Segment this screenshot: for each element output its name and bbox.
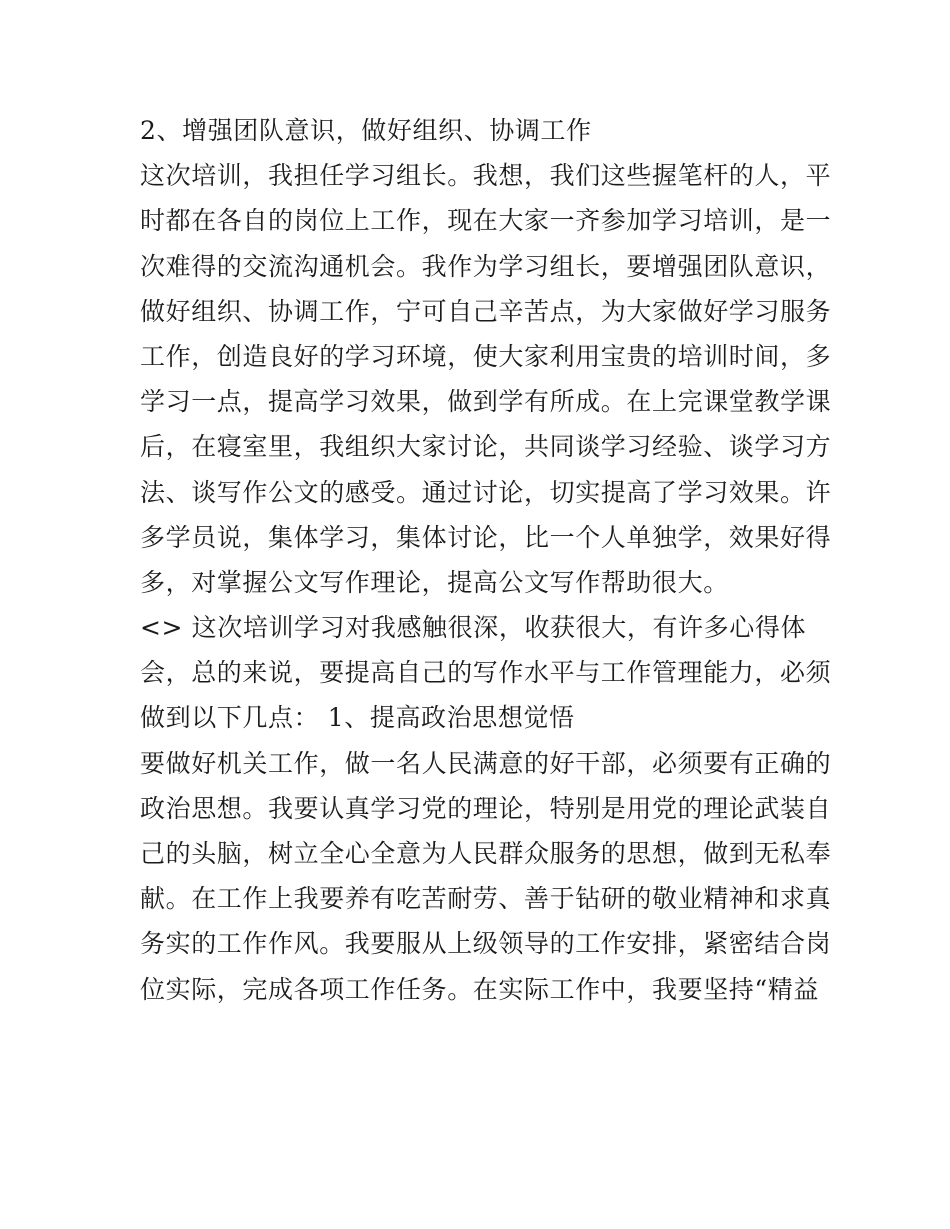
section-heading-team: 2、增强团队意识，做好组织、协调工作 (140, 116, 592, 145)
text-line: 位实际，完成各项工作任务。在实际工作中，我要坚持“精益 (140, 974, 819, 1004)
text-line: 工作，创造良好的学习环境，使大家利用宝贵的培训时间，多 (140, 341, 832, 371)
text-line: 次难得的交流沟通机会。我作为学习组长，要增强团队意识， (140, 251, 832, 281)
text-line: 己的头脑，树立全心全意为人民群众服务的思想，做到无私奉 (140, 839, 832, 868)
text-line: 时都在各自的岗位上工作，现在大家一齐参加学习培训，是一 (140, 206, 832, 236)
text-line: 献。在工作上我要养有吃苦耐劳、善于钻研的敬业精神和求真 (140, 884, 832, 914)
text-line: 多，对掌握公文写作理论，提高公文写作帮助很大。 (140, 567, 729, 597)
text-line: 这次培训，我担任学习组长。我想，我们这些握笔杆的人，平 (140, 161, 832, 191)
text-line: 要做好机关工作，做一名人民满意的好干部，必须要有正确的 (140, 748, 832, 778)
text-line: 务实的工作作风。我要服从上级领导的工作安排，紧密结合岗 (140, 929, 832, 959)
text-line: 学习一点，提高学习效果，做到学有所成。在上完课堂教学课 (140, 387, 832, 417)
text-line: <> 这次培训学习对我感触很深，收获很大，有许多心得体 (140, 613, 807, 643)
text-line: 多学员说，集体学习，集体讨论，比一个人单独学，效果好得 (140, 522, 832, 552)
text-line: 法、谈写作公文的感受。通过讨论，切实提高了学习效果。许 (140, 477, 832, 507)
text-line: 做到以下几点： 1、提高政治思想觉悟 (140, 703, 575, 733)
text-line: 后，在寝室里，我组织大家讨论，共同谈学习经验、谈学习方 (140, 432, 832, 462)
text-line: 会，总的来说，要提高自己的写作水平与工作管理能力，必须 (140, 658, 832, 688)
text-line: 政治思想。我要认真学习党的理论，特别是用党的理论武装自 (140, 793, 832, 823)
body-text (140, 108, 832, 1012)
text-line: 做好组织、协调工作，宁可自己辛苦点，为大家做好学习服务 (140, 296, 832, 326)
